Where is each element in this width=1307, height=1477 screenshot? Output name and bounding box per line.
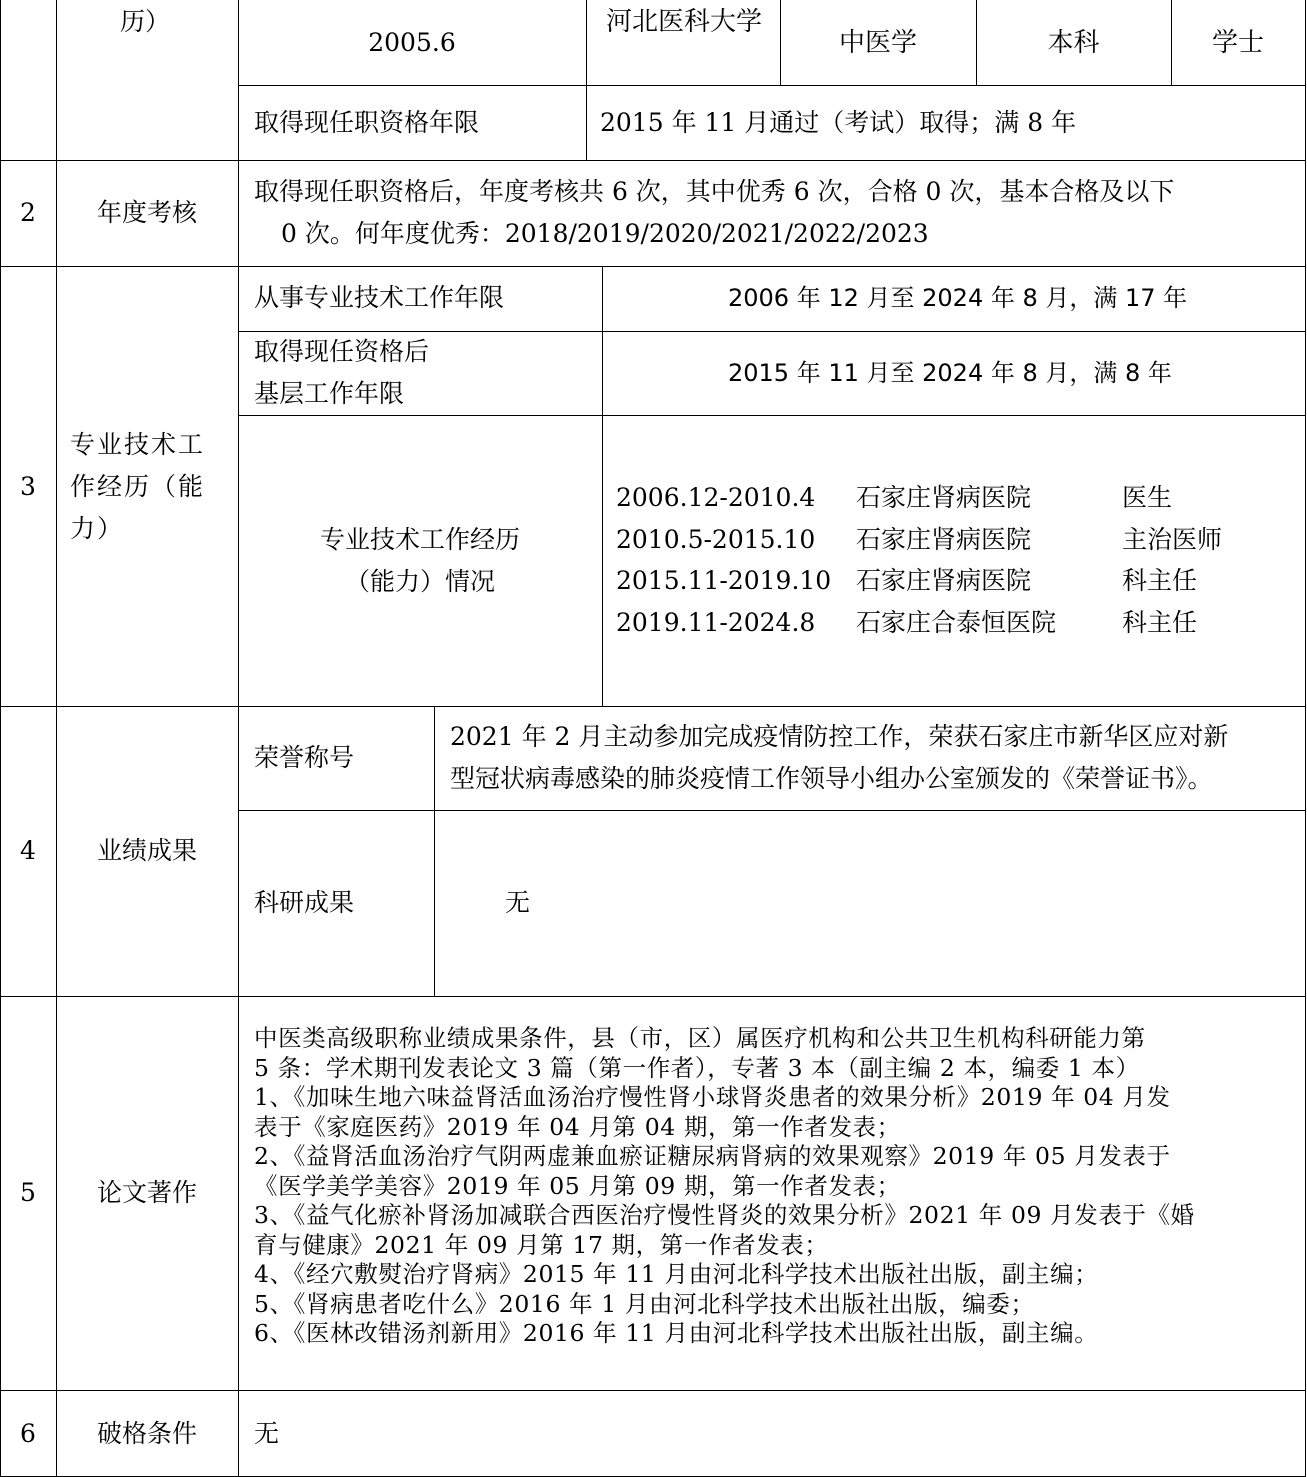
publication-line: 2、《益肾活血汤治疗气阴两虚兼血瘀证糖尿病肾病的效果观察》2019 年 05 月发表于 bbox=[254, 1142, 1171, 1170]
school: 河北医科大学 bbox=[605, 7, 762, 37]
experience-title: 医生 bbox=[1122, 483, 1173, 512]
base-years-label: 基层工作年限 bbox=[254, 379, 405, 408]
honor-line: 2021 年 2 月主动参加完成疫情防控工作，荣获石家庄市新华区应对新 bbox=[450, 722, 1229, 751]
experience-item bbox=[616, 602, 1222, 644]
publication-line: 育与健康》2021 年 09 月第 17 期，第一作者发表； bbox=[254, 1230, 829, 1259]
honor-line: 型冠状病毒感染的肺炎疫情工作领导小组办公室颁发的《荣誉证书》。 bbox=[450, 764, 1213, 793]
publication-line: 1、《加味生地六味益肾活血汤治疗慢性肾小球肾炎患者的效果分析》2019 年 04 月发 bbox=[254, 1083, 1171, 1111]
row-divider bbox=[0, 706, 1306, 707]
annual-review-line: 取得现任职资格后，年度考核共 6 次，其中优秀 6 次，合格 0 次，基本合格及以下 bbox=[254, 177, 1175, 206]
divider bbox=[602, 266, 603, 706]
work-experience-label: 专业技术工作经历（能力） bbox=[70, 430, 206, 543]
experience-period: 2006.12-2010.4 bbox=[616, 483, 816, 512]
research-label: 科研成果 bbox=[254, 888, 355, 917]
exception-value: 无 bbox=[254, 1419, 280, 1448]
exception-label: 破格条件 bbox=[96, 1419, 197, 1448]
row-number: 5 bbox=[20, 1178, 36, 1207]
work-years-label: 从事专业技术工作年限 bbox=[254, 283, 505, 312]
divider bbox=[238, 415, 1306, 416]
row-number: 2 bbox=[20, 198, 36, 227]
qualification-label: 取得现任职资格年限 bbox=[254, 108, 480, 137]
publication-line: 《医学美学美容》2019 年 05 月第 09 期，第一作者发表； bbox=[254, 1171, 901, 1200]
col-divider-label bbox=[238, 0, 239, 1477]
experience-org: 石家庄肾病医院 bbox=[856, 566, 1032, 595]
border-right bbox=[1305, 0, 1306, 1477]
annual-review-line: 0 次。何年度优秀：2018/2019/2020/2021/2022/2023 bbox=[281, 219, 929, 248]
degree: 学士 bbox=[1211, 28, 1264, 58]
experience-item bbox=[616, 560, 1222, 602]
experience-org: 石家庄肾病医院 bbox=[856, 483, 1032, 512]
experience-item bbox=[616, 519, 1222, 561]
experience-title: 主治医师 bbox=[1122, 524, 1223, 554]
row-number: 3 bbox=[20, 472, 36, 501]
row-divider bbox=[0, 160, 1306, 161]
experience-period: 2019.11-2024.8 bbox=[616, 607, 816, 637]
experience-period: 2015.11-2019.10 bbox=[616, 566, 832, 595]
education: 本科 bbox=[1047, 28, 1100, 58]
row-number: 6 bbox=[20, 1419, 36, 1448]
divider bbox=[238, 85, 1306, 86]
publication-line: 6、《医林改错汤剂新用》2016 年 11 月由河北科学技术出版社出版，副主编。 bbox=[254, 1319, 1099, 1347]
experience-org: 石家庄合泰恒医院 bbox=[856, 607, 1057, 637]
experience-label: （能力）情况 bbox=[344, 567, 495, 596]
divider bbox=[586, 0, 587, 160]
achievements-label: 业绩成果 bbox=[96, 836, 197, 865]
experience-org: 石家庄肾病医院 bbox=[856, 524, 1032, 554]
experience-list bbox=[616, 477, 1222, 643]
row-divider bbox=[0, 996, 1306, 997]
publication-line: 表于《家庭医药》2019 年 04 月第 04 期，第一作者发表； bbox=[254, 1112, 901, 1141]
row-number: 4 bbox=[20, 836, 36, 865]
experience-title: 科主任 bbox=[1122, 607, 1198, 637]
annual-review-label: 年度考核 bbox=[96, 198, 197, 227]
publication-line: 5、《肾病患者吃什么》2016 年 1 月由河北科学技术出版社出版，编委； bbox=[254, 1289, 1035, 1318]
publication-line: 中医类高级职称业绩成果条件，县（市，区）属医疗机构和公共卫生机构科研能力第 bbox=[254, 1024, 1146, 1052]
experience-item bbox=[616, 477, 1222, 519]
honor-label: 荣誉称号 bbox=[254, 743, 355, 772]
divider bbox=[434, 706, 435, 996]
qualification-value: 2015 年 11 月通过（考试）取得；满 8 年 bbox=[600, 108, 1077, 137]
publications-list bbox=[254, 1024, 1294, 1349]
experience-period: 2010.5-2015.10 bbox=[616, 524, 816, 554]
experience-title: 科主任 bbox=[1122, 566, 1198, 595]
base-years-label: 取得现任资格后 bbox=[254, 337, 430, 366]
category-tail: 历） bbox=[120, 7, 171, 36]
research-value: 无 bbox=[505, 888, 531, 917]
work-years-value: 2006 年 12 月至 2024 年 8 月，满 17 年 bbox=[728, 284, 1188, 312]
row-divider bbox=[0, 266, 1306, 267]
publication-line: 5 条：学术期刊发表论文 3 篇（第一作者），专著 3 本（副主编 2 本，编委 1 本） bbox=[254, 1053, 1140, 1082]
experience-label: 专业技术工作经历 bbox=[319, 525, 520, 554]
grad-date: 2005.6 bbox=[368, 28, 456, 57]
publication-line: 4、《经穴敷熨治疗肾病》2015 年 11 月由河北科学技术出版社出版，副主编； bbox=[254, 1260, 1099, 1288]
publication-line: 3、《益气化瘀补肾汤加减联合西医治疗慢性肾炎的效果分析》2021 年 09 月发表于《婚 bbox=[254, 1201, 1195, 1229]
divider bbox=[238, 810, 1306, 811]
base-years-value: 2015 年 11 月至 2024 年 8 月，满 8 年 bbox=[728, 359, 1172, 387]
publications-label: 论文著作 bbox=[96, 1178, 197, 1207]
major: 中医学 bbox=[838, 28, 917, 58]
row-divider bbox=[0, 1390, 1306, 1391]
